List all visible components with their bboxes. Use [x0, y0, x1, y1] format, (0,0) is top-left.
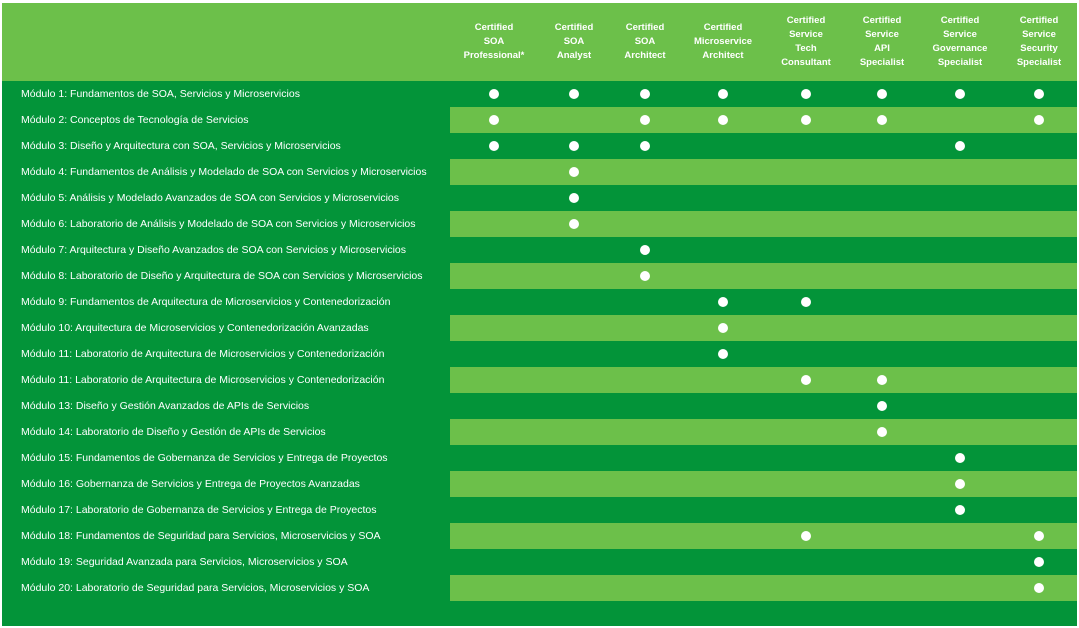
- module-label: Módulo 5: Análisis y Modelado Avanzados de SOA con Servicios y Microservicios: [21, 192, 399, 204]
- included-dot-microservice-architect: [718, 323, 728, 333]
- included-dot-service-security-specialist: [1034, 583, 1044, 593]
- included-dot-service-tech-consultant: [801, 115, 811, 125]
- included-dot-service-governance-specialist: [955, 89, 965, 99]
- module-label: Módulo 13: Diseño y Gestión Avanzados de APIs de Servicios: [21, 400, 310, 412]
- table-row: [2, 445, 1077, 471]
- table-row: [2, 107, 1077, 133]
- included-dot-service-api-specialist: [877, 427, 887, 437]
- table-row: [2, 471, 1077, 497]
- table-row: [2, 289, 1077, 315]
- included-dot-soa-analyst: [569, 167, 579, 177]
- included-dot-soa-architect: [640, 89, 650, 99]
- module-label: Módulo 18: Fundamentos de Seguridad para Servicios, Microservicios y SOA: [21, 530, 381, 542]
- included-dot-soa-analyst: [569, 219, 579, 229]
- included-dot-service-api-specialist: [877, 115, 887, 125]
- module-label: Módulo 15: Fundamentos de Gobernanza de Servicios y Entrega de Proyectos: [21, 452, 388, 464]
- included-dot-microservice-architect: [718, 349, 728, 359]
- column-header-service-api-specialist: Certified Service API Specialist: [859, 15, 905, 68]
- table-row: [2, 523, 1077, 549]
- table-row: [2, 549, 1077, 575]
- module-label: Módulo 9: Fundamentos de Arquitectura de Microservicios y Contenedorización: [21, 296, 391, 308]
- module-label: Módulo 8: Laboratorio de Diseño y Arquitectura de SOA con Servicios y Microservicios: [21, 270, 423, 282]
- column-header-microservice-architect: Certified Microservice Architect: [693, 22, 753, 61]
- column-header-service-security-specialist: Certified Service Security Specialist: [1016, 15, 1062, 68]
- included-dot-service-security-specialist: [1034, 115, 1044, 125]
- column-header-service-governance-specialist: Certified Service Governance Specialist: [932, 15, 988, 68]
- column-header-service-tech-consultant: Certified Service Tech Consultant: [781, 15, 831, 68]
- module-label: Módulo 11: Laboratorio de Arquitectura de Microservicios y Contenedorización: [21, 374, 385, 386]
- included-dot-service-governance-specialist: [955, 479, 965, 489]
- included-dot-soa-analyst: [569, 193, 579, 203]
- included-dot-microservice-architect: [718, 297, 728, 307]
- included-dot-soa-professional: [489, 141, 499, 151]
- module-label: Módulo 19: Seguridad Avanzada para Servicios, Microservicios y SOA: [21, 556, 348, 568]
- table-row: [2, 341, 1077, 367]
- table-row: [2, 211, 1077, 237]
- included-dot-service-tech-consultant: [801, 297, 811, 307]
- table-row: [2, 237, 1077, 263]
- module-label: Módulo 14: Laboratorio de Diseño y Gestión de APIs de Servicios: [21, 426, 326, 438]
- included-dot-service-governance-specialist: [955, 505, 965, 515]
- module-label: Módulo 11: Laboratorio de Arquitectura de Microservicios y Contenedorización: [21, 348, 385, 360]
- table-row: [2, 159, 1077, 185]
- module-label: Módulo 2: Conceptos de Tecnología de Servicios: [21, 114, 249, 126]
- module-label: Módulo 6: Laboratorio de Análisis y Modelado de SOA con Servicios y Microservicios: [21, 218, 416, 230]
- module-label: Módulo 20: Laboratorio de Seguridad para Servicios, Microservicios y SOA: [21, 582, 370, 594]
- included-dot-service-governance-specialist: [955, 453, 965, 463]
- included-dot-service-api-specialist: [877, 89, 887, 99]
- included-dot-service-security-specialist: [1034, 89, 1044, 99]
- included-dot-soa-professional: [489, 89, 499, 99]
- table-row: [2, 575, 1077, 601]
- included-dot-service-api-specialist: [877, 401, 887, 411]
- included-dot-service-security-specialist: [1034, 557, 1044, 567]
- included-dot-service-governance-specialist: [955, 141, 965, 151]
- column-header-soa-analyst: Certified SOA Analyst: [554, 22, 594, 61]
- included-dot-soa-professional: [489, 115, 499, 125]
- included-dot-soa-architect: [640, 271, 650, 281]
- included-dot-microservice-architect: [718, 89, 728, 99]
- included-dot-soa-analyst: [569, 141, 579, 151]
- module-label: Módulo 1: Fundamentos de SOA, Servicios y Microservicios: [21, 88, 300, 100]
- table-row: [2, 367, 1077, 393]
- table-row: [2, 497, 1077, 523]
- certification-matrix: [2, 3, 1077, 626]
- included-dot-soa-architect: [640, 245, 650, 255]
- included-dot-service-security-specialist: [1034, 531, 1044, 541]
- included-dot-service-api-specialist: [877, 375, 887, 385]
- table-row: [2, 185, 1077, 211]
- module-label: Módulo 16: Gobernanza de Servicios y Entrega de Proyectos Avanzadas: [21, 478, 360, 490]
- included-dot-service-tech-consultant: [801, 531, 811, 541]
- table-row: [2, 133, 1077, 159]
- table-row: [2, 393, 1077, 419]
- table-row: [2, 315, 1077, 341]
- included-dot-microservice-architect: [718, 115, 728, 125]
- module-label: Módulo 3: Diseño y Arquitectura con SOA, Servicios y Microservicios: [21, 140, 341, 152]
- included-dot-soa-architect: [640, 115, 650, 125]
- module-label: Módulo 17: Laboratorio de Gobernanza de Servicios y Entrega de Proyectos: [21, 504, 377, 516]
- column-header-soa-architect: Certified SOA Architect: [624, 22, 666, 61]
- table-row: [2, 81, 1077, 107]
- matrix-body: [2, 81, 1077, 601]
- module-label: Módulo 4: Fundamentos de Análisis y Modelado de SOA con Servicios y Microservicios: [21, 166, 427, 178]
- included-dot-soa-architect: [640, 141, 650, 151]
- included-dot-service-tech-consultant: [801, 375, 811, 385]
- table-row: [2, 263, 1077, 289]
- included-dot-soa-analyst: [569, 89, 579, 99]
- module-label: Módulo 7: Arquitectura y Diseño Avanzados de SOA con Servicios y Microservicios: [21, 244, 406, 256]
- column-header-soa-professional: Certified SOA Professional*: [463, 22, 525, 61]
- included-dot-service-tech-consultant: [801, 89, 811, 99]
- module-label: Módulo 10: Arquitectura de Microservicios y Contenedorización Avanzadas: [21, 322, 369, 334]
- table-row: [2, 419, 1077, 445]
- matrix-header: [2, 3, 1077, 81]
